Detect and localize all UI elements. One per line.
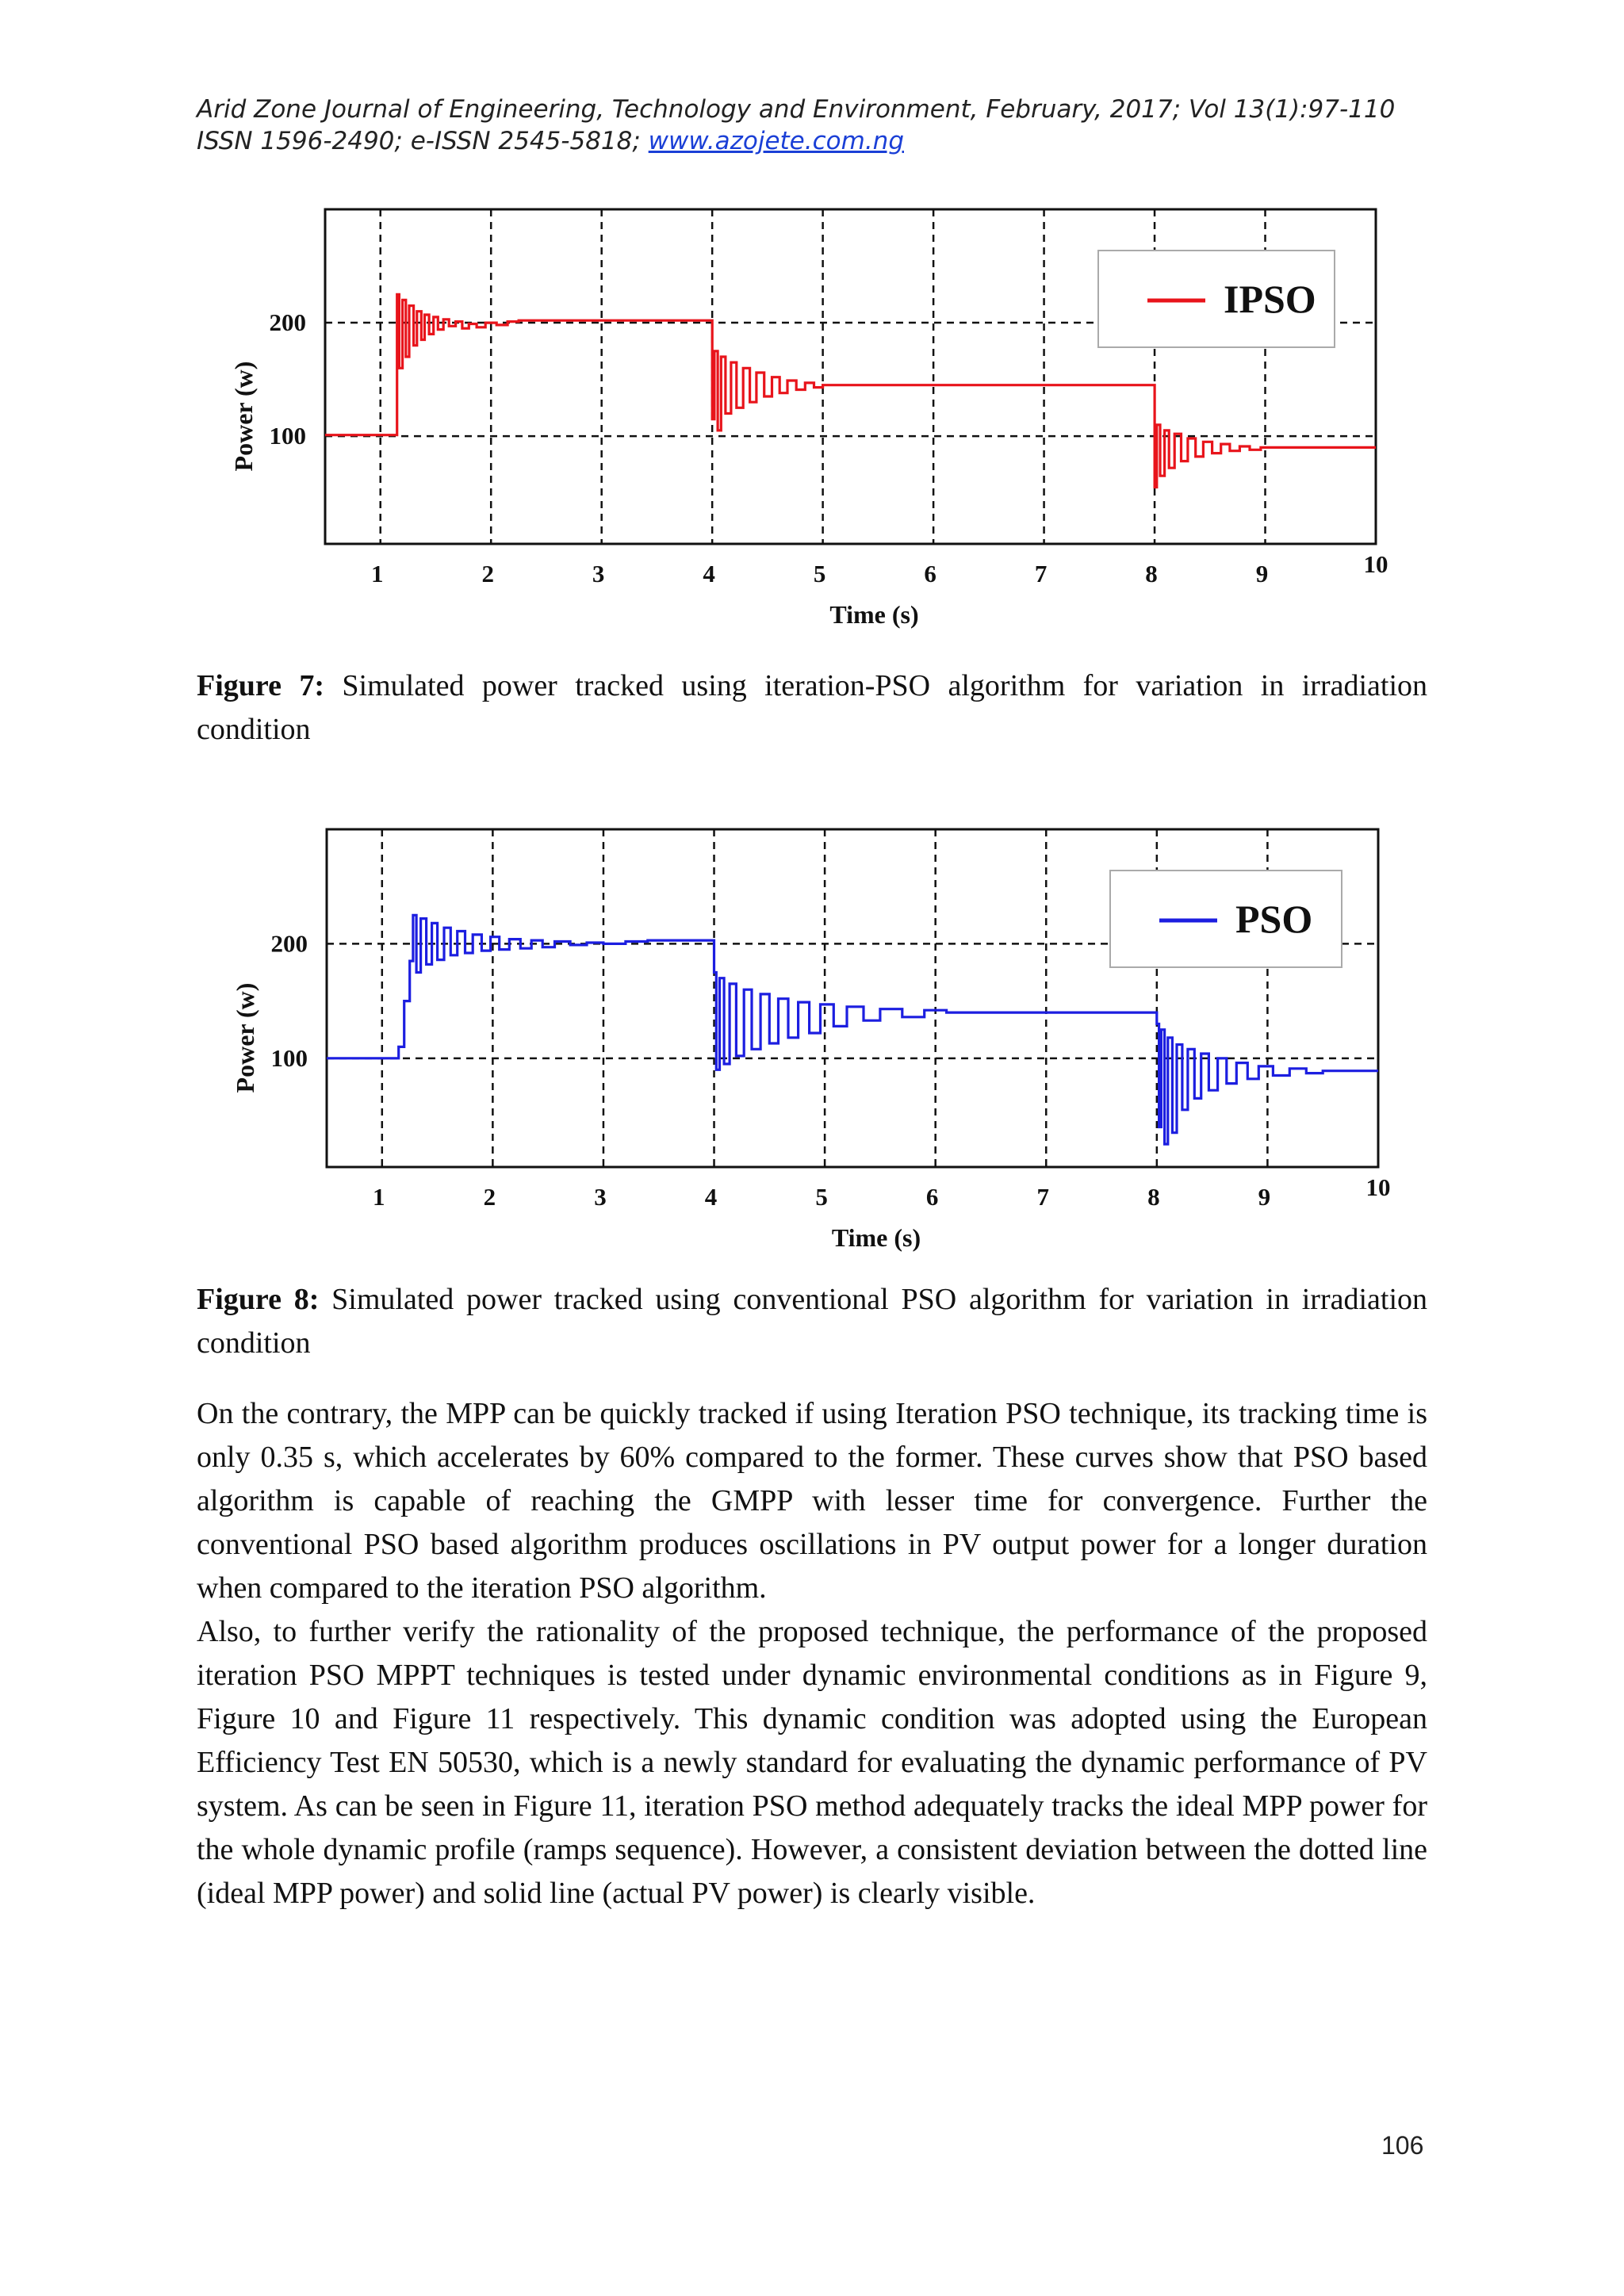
issn-text: ISSN 1596-2490; e-ISSN 2545-5818;: [197, 127, 649, 155]
c2-x-tick-label: 6: [925, 1183, 939, 1211]
c1-x-tick-label: 3: [592, 560, 605, 587]
c1-x-tick-label: 6: [924, 560, 936, 587]
c2-y-axis-label: Power (w): [231, 982, 259, 1093]
c2-y-tick-label: 200: [270, 929, 308, 958]
c2-x-tick-label: 4: [704, 1183, 718, 1211]
c2-x-tick-label: 1: [373, 1183, 385, 1211]
c1-x-tick-label: 8: [1145, 560, 1158, 587]
figure-8-caption-label: Figure 8:: [197, 1283, 320, 1316]
figure-8-chart: [0, 809, 1624, 1269]
body-text: [197, 1392, 1427, 1915]
c1-x-tick-label: 9: [1255, 560, 1269, 587]
c1-x-tick-label: 10: [1363, 550, 1388, 578]
figure-7: [0, 190, 1624, 650]
c2-x-axis-label: Time (s): [831, 1223, 921, 1252]
c1-y-axis-label: Power (w): [229, 361, 258, 472]
c1-x-tick-label: 2: [481, 560, 494, 587]
figure-8-caption-text: Simulated power tracked using conventional PSO algorithm for variation in irradiation condition: [197, 1283, 1427, 1360]
figure-7-chart: [0, 190, 1624, 650]
c1-x-axis-label: Time (s): [829, 600, 919, 629]
c2-x-tick-label: 5: [815, 1183, 828, 1211]
c1-y-tick-label: 100: [269, 422, 306, 450]
c1-x-tick-label: 7: [1034, 560, 1048, 587]
c1-x-tick-label: 5: [813, 560, 826, 587]
journal-url-link[interactable]: www.azojete.com.ng: [648, 127, 904, 155]
figure-7-caption-label: Figure 7:: [197, 669, 324, 702]
running-header: [197, 94, 1434, 157]
c2-y-tick-label: 100: [270, 1043, 308, 1072]
c2-legend-label: PSO: [1235, 897, 1313, 941]
c2-x-tick-label: 7: [1036, 1183, 1050, 1211]
c2-x-tick-label: 2: [483, 1183, 496, 1211]
c2-x-tick-label: 8: [1147, 1183, 1160, 1211]
journal-citation: Arid Zone Journal of Engineering, Technology and Environment, February, 2017; Vol 13(1):97-110: [197, 95, 1396, 124]
page-number: 106: [1381, 2131, 1424, 2160]
c2-x-tick-label: 9: [1258, 1183, 1271, 1211]
c1-legend-label: IPSO: [1224, 277, 1316, 321]
c1-x-tick-label: 1: [370, 560, 384, 587]
c2-x-tick-label: 3: [594, 1183, 607, 1211]
figure-7-caption: [197, 664, 1427, 752]
paragraph-1: On the contrary, the MPP can be quickly tracked if using Iteration PSO technique, its tracking time is only 0.35 s, which accelerates by 60% compared to the former. These curves show that PSO based algorithm is capable of reaching the GMPP with lesser time for convergence. Further the conventional PSO based algorithm produces oscillations in PV output power for a longer duration when compared to the iteration PSO algorithm.: [197, 1397, 1427, 1605]
c1-x-tick-label: 4: [703, 560, 715, 587]
c1-y-tick-label: 200: [269, 308, 306, 337]
figure-7-caption-text: Simulated power tracked using iteration-PSO algorithm for variation in irradiation condition: [197, 669, 1428, 746]
paragraph-2: Also, to further verify the rationality of the proposed technique, the performance of the proposed iteration PSO MPPT techniques is tested under dynamic environmental conditions as in Figure 9, Figure 10 and Figure 11 respectively. This dynamic condition was adopted using the European Efficiency Test EN 50530, which is a newly standard for evaluating the dynamic performance of PV system. As can be seen in Figure 11, iteration PSO method adequately tracks the ideal MPP power for the whole dynamic profile (ramps sequence). However, a consistent deviation between the dotted line (ideal MPP power) and solid line (actual PV power) is clearly visible.: [197, 1615, 1427, 1910]
issn-line: [197, 125, 1434, 157]
c2-x-tick-label: 10: [1365, 1173, 1391, 1201]
figure-8: [0, 809, 1624, 1269]
figure-8-caption: [197, 1278, 1427, 1365]
